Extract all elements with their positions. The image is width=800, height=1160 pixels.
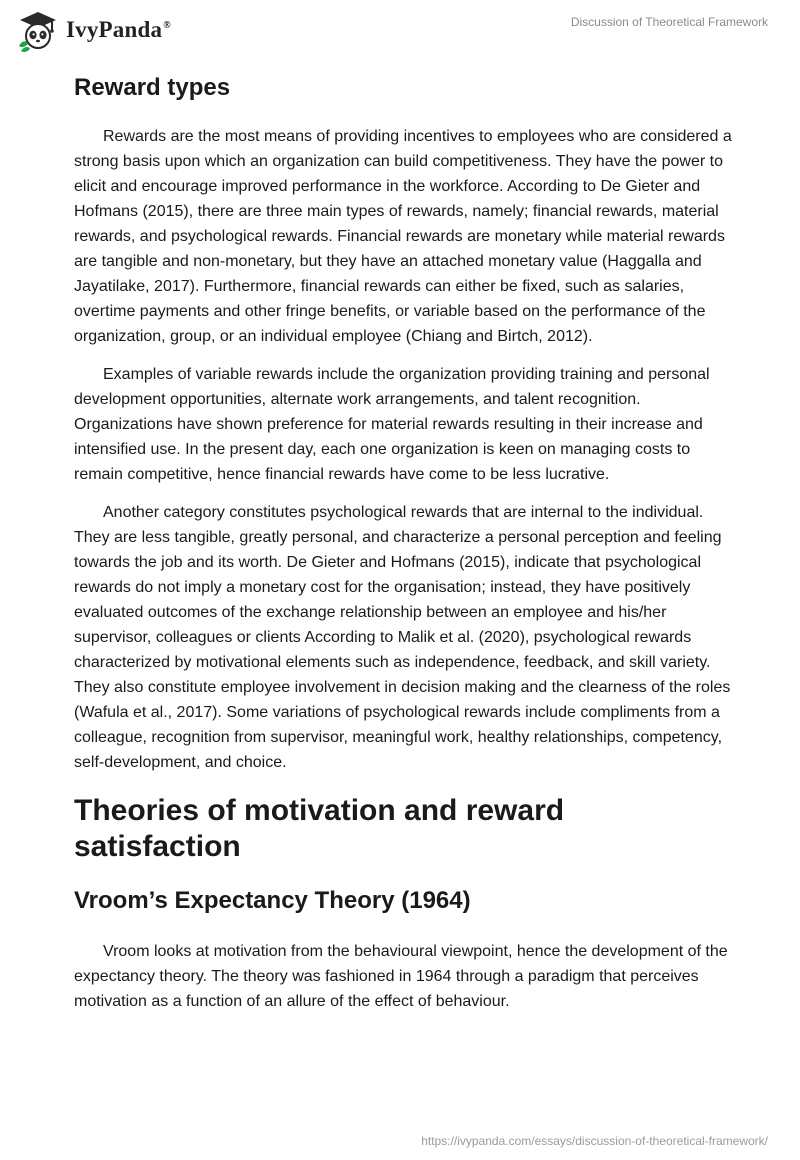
- theories-heading: Theories of motivation and reward satisfaction: [74, 794, 565, 863]
- reward-types-heading: Reward types: [74, 74, 231, 101]
- paragraph: Vroom looks at motivation from the behavioural viewpoint, hence the development of the expectancy theory. The theory was fashioned in 1964 through a paradigm that perceives motivation as a function of an allure of the effect of behaviour.: [74, 943, 728, 1010]
- document-title: Discussion of Theoretical Framework: [570, 15, 768, 29]
- paragraph: Rewards are the most means of providing incentives to employees who are considered a strong basis upon which an organization can build competitiveness. They have the power to elicit and encourage improved performance in the workforce. According to De Gieter and Hofmans (2015), there are three main types of rewards, namely; financial rewards, material rewards, and psychological rewards. Financial rewards are monetary while material rewards are tangible and non-monetary, but they have an attached monetary value (Haggalla and Jayatilake, 2017). Furthermore, financial rewards can either be fixed, such as salaries, overtime payments and other fringe benefits, or variable based on the performance of the organization, group, or an individual employee (Chiang and Birtch, 2012).: [74, 128, 732, 345]
- panda-graduate-icon: [16, 8, 60, 52]
- article-body: [74, 70, 734, 1027]
- paragraph: Examples of variable rewards include the organization providing training and personal development opportunities, alternate work arrangements, and talent recognition. Organizations have shown preference for material rewards resulting in their increase and intensified use. In the present day, each one organization is keen on managing costs to remain competitive, hence financial rewards have come to be less lucrative.: [74, 366, 710, 483]
- ivypanda-logo[interactable]: [16, 8, 171, 52]
- paragraph: Another category constitutes psychological rewards that are internal to the individual. They are less tangible, greatly personal, and characterize a personal perception and feeling towards the job and its worth. De Gieter and Hofmans (2015), indicate that psychological rewards do not imply a monetary cost for the organisation; instead, they have positively evaluated outcomes of the exchange relationship between an employee and his/her supervisor, colleagues or clients According to Malik et al. (2020), psychological rewards characterized by motivational elements such as independence, feedback, and skill variety. They also constitute employee involvement in decision making and the clearness of the roles (Wafula et al., 2017). Some variations of psychological rewards include compliments from a colleague, recognition from supervisor, meaningful work, healthy relationships, competency, self-development, and choice.: [74, 504, 731, 771]
- source-url-link[interactable]: https://ivypanda.com/essays/discussion-of-theoretical-framework/: [421, 1134, 768, 1148]
- logo-wordmark: IvyPanda®: [66, 17, 171, 42]
- page-header: [0, 0, 800, 70]
- vroom-heading: Vroom’s Expectancy Theory (1964): [74, 887, 471, 914]
